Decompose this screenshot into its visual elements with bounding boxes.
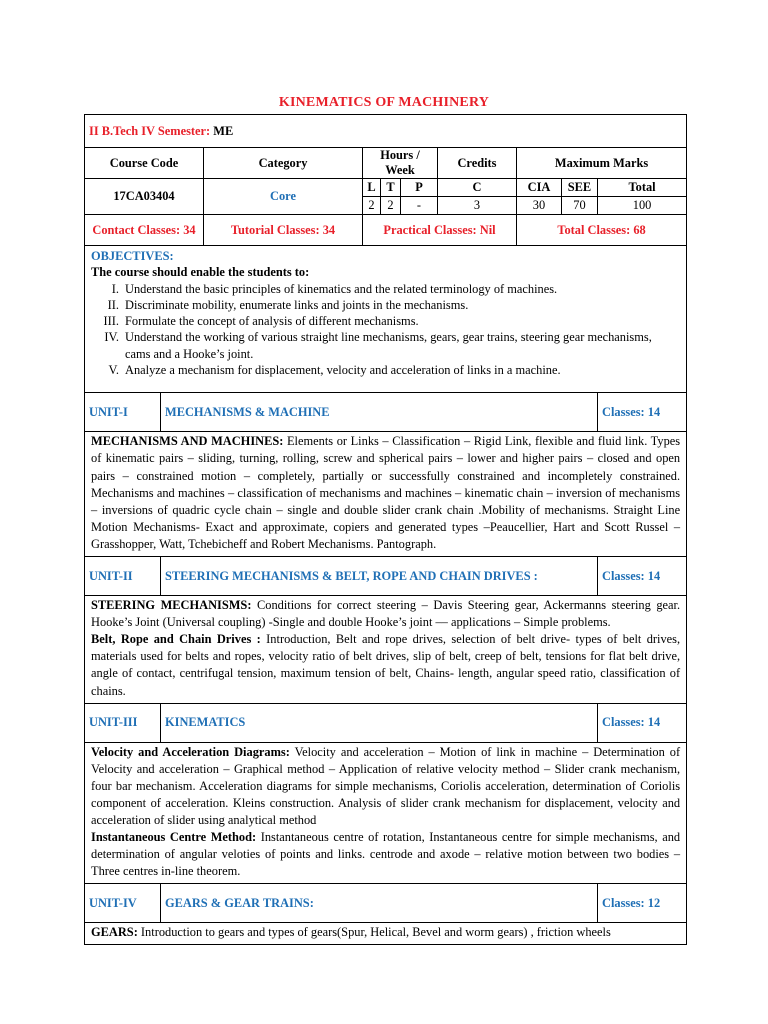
unit-content	[85, 432, 687, 557]
header-p: P	[401, 179, 438, 197]
unit-paragraph	[91, 744, 680, 829]
objective-item	[91, 297, 680, 313]
unit-classes: Classes: 12	[598, 884, 687, 923]
unit-title: STEERING MECHANISMS & BELT, ROPE AND CHAIN DRIVES :	[161, 557, 598, 596]
topic-text: Instantaneous centre of rotation, Instantaneous centre for simple mechanisms, and determination of angular veloties of points and links. centrode and axode – relative motion between two bodies – Three centres in-line theorem.	[91, 830, 681, 879]
unit-content	[85, 923, 687, 945]
objective-item	[91, 362, 680, 378]
unit-title: GEARS & GEAR TRAINS:	[161, 884, 598, 923]
practical-classes: Practical Classes: Nil	[363, 215, 517, 246]
objective-item	[91, 281, 680, 297]
objective-number: V.	[108, 363, 119, 378]
objective-text: Formulate the concept of analysis of different mechanisms.	[125, 314, 419, 329]
objective-number: IV.	[104, 330, 119, 345]
header-t: T	[381, 179, 401, 197]
unit-paragraph	[91, 597, 680, 631]
objective-item	[91, 329, 680, 362]
unit-id: UNIT-III	[85, 703, 161, 742]
objective-text: Discriminate mobility, enumerate links and joints in the mechanisms.	[125, 297, 469, 312]
objectives-list	[91, 281, 680, 379]
unit-header-row	[85, 393, 687, 432]
value-total: 100	[598, 197, 687, 215]
topic-heading: Belt, Rope and Chain Drives :	[91, 632, 261, 647]
unit-content	[85, 742, 687, 884]
objective-text: Understand the basic principles of kinematics and the related terminology of machines.	[125, 281, 558, 296]
objective-number: I.	[111, 281, 119, 296]
value-t: 2	[381, 197, 401, 215]
objective-number: II.	[107, 297, 119, 312]
unit-content-row	[85, 923, 687, 945]
unit-classes: Classes: 14	[598, 557, 687, 596]
unit-header-row	[85, 703, 687, 742]
unit-content-row	[85, 596, 687, 704]
topic-text: Velocity and acceleration – Motion of link in machine – Determination of Velocity and acceleration – Graphical method – Application of relative velocity method – Slider crank mechanism, four bar mechanism. Acceleration diagrams for simple mechanisms, Coriolis acceleration, determination of Coriolis component of acceleration. Kleins construction. Analysis of slider crank mechanism for displacement, velocity and acceleration of slider using analytical method	[91, 744, 681, 827]
header-credits: Credits	[438, 148, 517, 179]
header-hours: Hours / Week	[363, 148, 438, 179]
semester-row	[85, 115, 687, 148]
value-p: -	[401, 197, 438, 215]
unit-content-row	[85, 742, 687, 884]
contact-classes: Contact Classes: 34	[85, 215, 204, 246]
header-c: C	[438, 179, 517, 197]
objectives-section	[85, 246, 687, 393]
unit-content	[85, 596, 687, 704]
course-code: 17CA03404	[85, 179, 204, 215]
topic-text: Introduction to gears and types of gears(Spur, Helical, Bevel and worm gears) , friction wheels	[137, 925, 611, 940]
value-l: 2	[363, 197, 381, 215]
course-category: Core	[204, 179, 363, 215]
topic-heading: GEARS:	[91, 925, 138, 940]
document-title: KINEMATICS OF MACHINERY	[278, 95, 490, 110]
header-see: SEE	[562, 179, 598, 197]
header-l: L	[363, 179, 381, 197]
unit-classes: Classes: 14	[598, 703, 687, 742]
unit-title: MECHANISMS & MACHINE	[161, 393, 598, 432]
header-cia: CIA	[517, 179, 562, 197]
header-course-code: Course Code	[85, 148, 204, 179]
objective-text: Understand the working of various straight line mechanisms, gears, gear trains, steering gear mechanisms, cams and a Hooke’s joint.	[125, 330, 652, 361]
syllabus-table	[84, 114, 687, 945]
topic-heading: STEERING MECHANISMS:	[91, 598, 252, 613]
value-see: 70	[562, 197, 598, 215]
objective-text: Analyze a mechanism for displacement, velocity and acceleration of links in a machine.	[125, 363, 561, 378]
unit-id: UNIT-II	[85, 557, 161, 596]
topic-heading: MECHANISMS AND MACHINES:	[91, 434, 284, 449]
unit-paragraph	[91, 829, 680, 880]
topic-heading: Instantaneous Centre Method:	[91, 830, 257, 845]
unit-title: KINEMATICS	[161, 703, 598, 742]
unit-id: UNIT-IV	[85, 884, 161, 923]
unit-header-row	[85, 557, 687, 596]
topic-text: Introduction, Belt and rope drives, selection of belt drive- types of belt drives, materials used for belts and ropes, velocity ratio of belt drives, slip of belt, creep of belt, tensions for flat belt drive, angle of contact, centrifugal tension, maximum tension of belt, Chains- length, angular speed ratio, classification of chains.	[91, 632, 681, 698]
total-classes: Total Classes: 68	[517, 215, 687, 246]
objective-item	[91, 313, 680, 329]
topic-text: Conditions for correct steering – Davis Steering gear, Ackermanns steering gear. Hooke’s Joint (Universal coupling) -Single and double Hooke’s joint –– applications – Simple problems.	[91, 598, 681, 630]
objective-number: III.	[103, 314, 119, 329]
unit-id: UNIT-I	[85, 393, 161, 432]
objectives-heading: OBJECTIVES:	[91, 249, 174, 263]
unit-header-row	[85, 884, 687, 923]
topic-text: Elements or Links – Classification – Rigid Link, flexible and fluid link. Types of kinematic pairs – sliding, turning, rolling, screw and spherical pairs – lower and higher pairs – closed and open pairs – constrained motion – completely, partially or successfully constrained and incompletely constrained. Mechanisms and machines – classification of mechanisms and machines – kinematic chain – inversion of mechanisms – inversions of quadric cycle chain – single and double slider crank chain .Mobility of mechanisms. Straight Line Motion Mechanisms- Exact and approximate, copiers and generated types –Peaucellier, Hart and Scott Russel – Grasshopper, Watt, Tchebicheff and Robert Mechanisms. Pantograph.	[91, 434, 681, 551]
header-category: Category	[204, 148, 363, 179]
unit-paragraph	[91, 433, 680, 553]
units-body	[85, 393, 687, 945]
header-max-marks: Maximum Marks	[517, 148, 687, 179]
value-cia: 30	[517, 197, 562, 215]
unit-classes: Classes: 14	[598, 393, 687, 432]
header-total: Total	[598, 179, 687, 197]
topic-heading: Velocity and Acceleration Diagrams:	[91, 744, 290, 759]
value-c: 3	[438, 197, 517, 215]
tutorial-classes: Tutorial Classes: 34	[204, 215, 363, 246]
objectives-intro: The course should enable the students to:	[91, 265, 310, 280]
unit-paragraph	[91, 924, 680, 941]
semester-value: ME	[213, 123, 234, 138]
unit-paragraph	[91, 631, 680, 699]
semester-label: II B.Tech IV Semester:	[89, 123, 211, 138]
unit-content-row	[85, 432, 687, 557]
